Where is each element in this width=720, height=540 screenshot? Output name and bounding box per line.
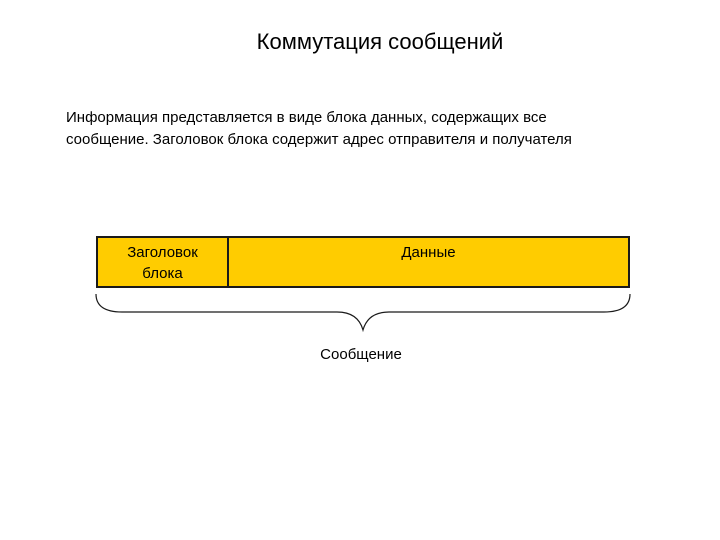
packet-data-label: Данные: [401, 244, 456, 261]
description-line-1: Информация представляется в виде блока данных, содержащих все: [66, 109, 547, 126]
brace-curve: [96, 294, 630, 330]
message-brace: [92, 292, 634, 334]
description-line-2: сообщение. Заголовок блока содержит адрес отправителя и получателя: [66, 131, 572, 148]
slide-title: Коммутация сообщений: [256, 29, 504, 54]
message-label: Сообщение: [320, 346, 402, 363]
packet-header-label-line-1: Заголовок: [127, 244, 198, 261]
packet-header-block: [98, 238, 229, 286]
packet-data-block: [229, 238, 628, 286]
message-packet: [96, 236, 630, 288]
packet-header-label-line-2: блока: [142, 265, 183, 282]
description-text: [66, 107, 706, 151]
